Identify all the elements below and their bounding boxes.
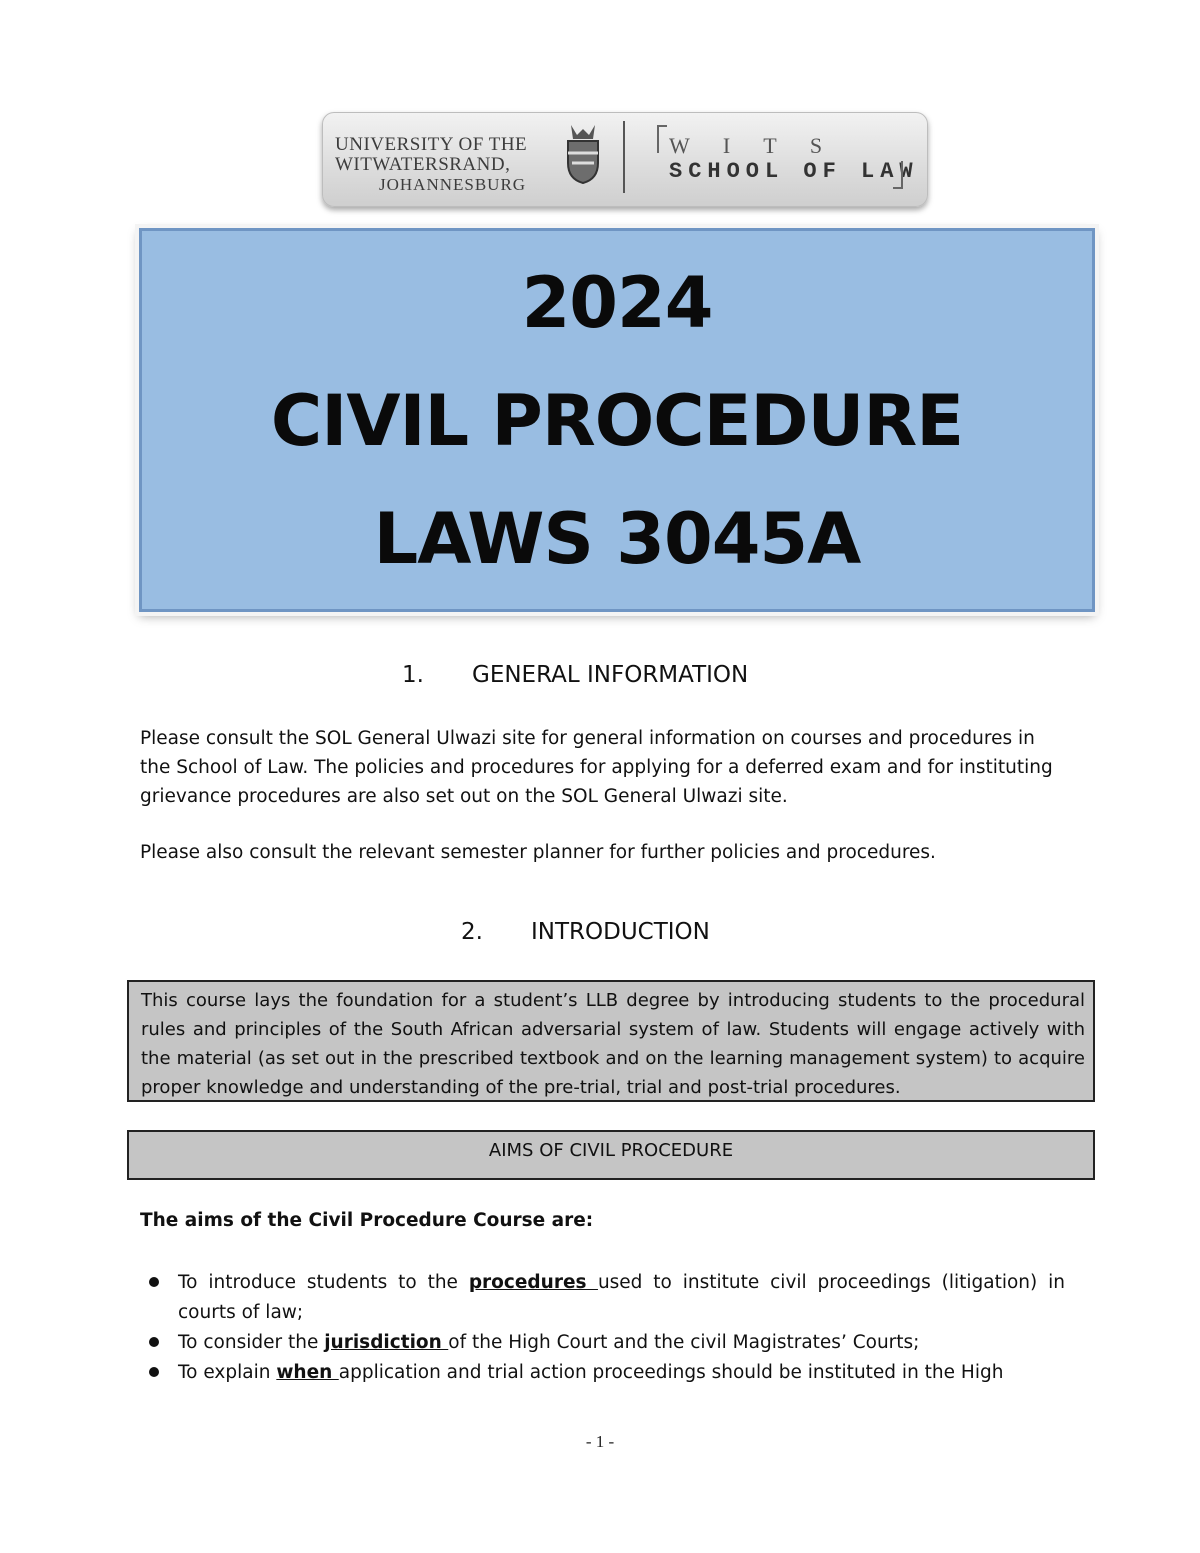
course-year: 2024	[521, 262, 713, 344]
list-item-text: used to institute civil proceedings (litigation) in courts of law;	[178, 1272, 1065, 1323]
section-heading-introduction	[461, 919, 710, 945]
section-title: INTRODUCTION	[531, 919, 710, 945]
aims-list	[140, 1268, 1065, 1388]
list-item-text: of the High Court and the civil Magistrates’ Courts;	[448, 1332, 920, 1353]
semester-planner-paragraph: Please also consult the relevant semester planner for further policies and procedures.	[140, 842, 936, 863]
bullet-icon	[149, 1277, 159, 1287]
university-name-line1: UNIVERSITY OF THE	[335, 134, 528, 155]
school-of-law-wordmark: SCHOOL OF LAW	[669, 159, 919, 184]
crest-icon	[563, 123, 603, 185]
aims-heading: AIMS OF CIVIL PROCEDURE	[488, 1140, 734, 1161]
university-name-line2: WITWATERSRAND,	[335, 154, 511, 175]
list-item-text: To explain	[178, 1362, 277, 1383]
underlined-term: procedures	[468, 1272, 598, 1293]
section-number: 1.	[402, 662, 424, 688]
course-name: CIVIL PROCEDURE	[270, 380, 964, 462]
bullet-icon	[149, 1367, 159, 1377]
underlined-term: jurisdiction	[324, 1332, 449, 1353]
list-item	[140, 1328, 1065, 1358]
introduction-text: This course lays the foundation for a student’s LLB degree by introducing students to the procedural rules and principles of the South African adversarial system of law. Students will engage actively with the material (as set out in the prescribed textbook and on the learning management system) to acquire proper knowledge and understanding of the pre-trial, trial and post-trial procedures.	[141, 990, 1085, 1098]
section-heading-general	[402, 662, 748, 688]
list-item-text: application and trial action proceedings should be instituted in the High	[338, 1362, 1004, 1383]
logo-bracket-right	[893, 161, 903, 189]
logo-bracket-left	[657, 125, 667, 153]
underlined-term: when	[276, 1362, 339, 1383]
page-number: - 1 -	[585, 1432, 615, 1451]
course-code: LAWS 3045A	[373, 498, 861, 580]
introduction-box	[127, 980, 1095, 1102]
university-name	[335, 135, 527, 195]
section-title: GENERAL INFORMATION	[472, 662, 749, 688]
university-logo-banner	[322, 112, 928, 207]
aims-heading-box	[127, 1130, 1095, 1180]
list-item-text: To consider the	[178, 1332, 325, 1353]
course-title-box	[139, 228, 1095, 612]
general-info-paragraph: Please consult the SOL General Ulwazi site for general information on courses and procedures in the School of Law. The policies and procedures for applying for a deferred exam and for instituting grievance procedures are also set out on the SOL General Ulwazi site.	[140, 728, 1053, 807]
aims-intro-text: The aims of the Civil Procedure Course are:	[140, 1210, 594, 1231]
section-number: 2.	[461, 919, 483, 945]
bullet-icon	[149, 1337, 159, 1347]
list-item	[140, 1358, 1065, 1388]
list-item-text: To introduce students to the	[178, 1272, 469, 1293]
wits-wordmark: W I T S	[669, 133, 837, 158]
logo-divider	[623, 121, 625, 193]
list-item	[140, 1268, 1065, 1328]
university-name-line3: JOHANNESBURG	[379, 175, 527, 194]
